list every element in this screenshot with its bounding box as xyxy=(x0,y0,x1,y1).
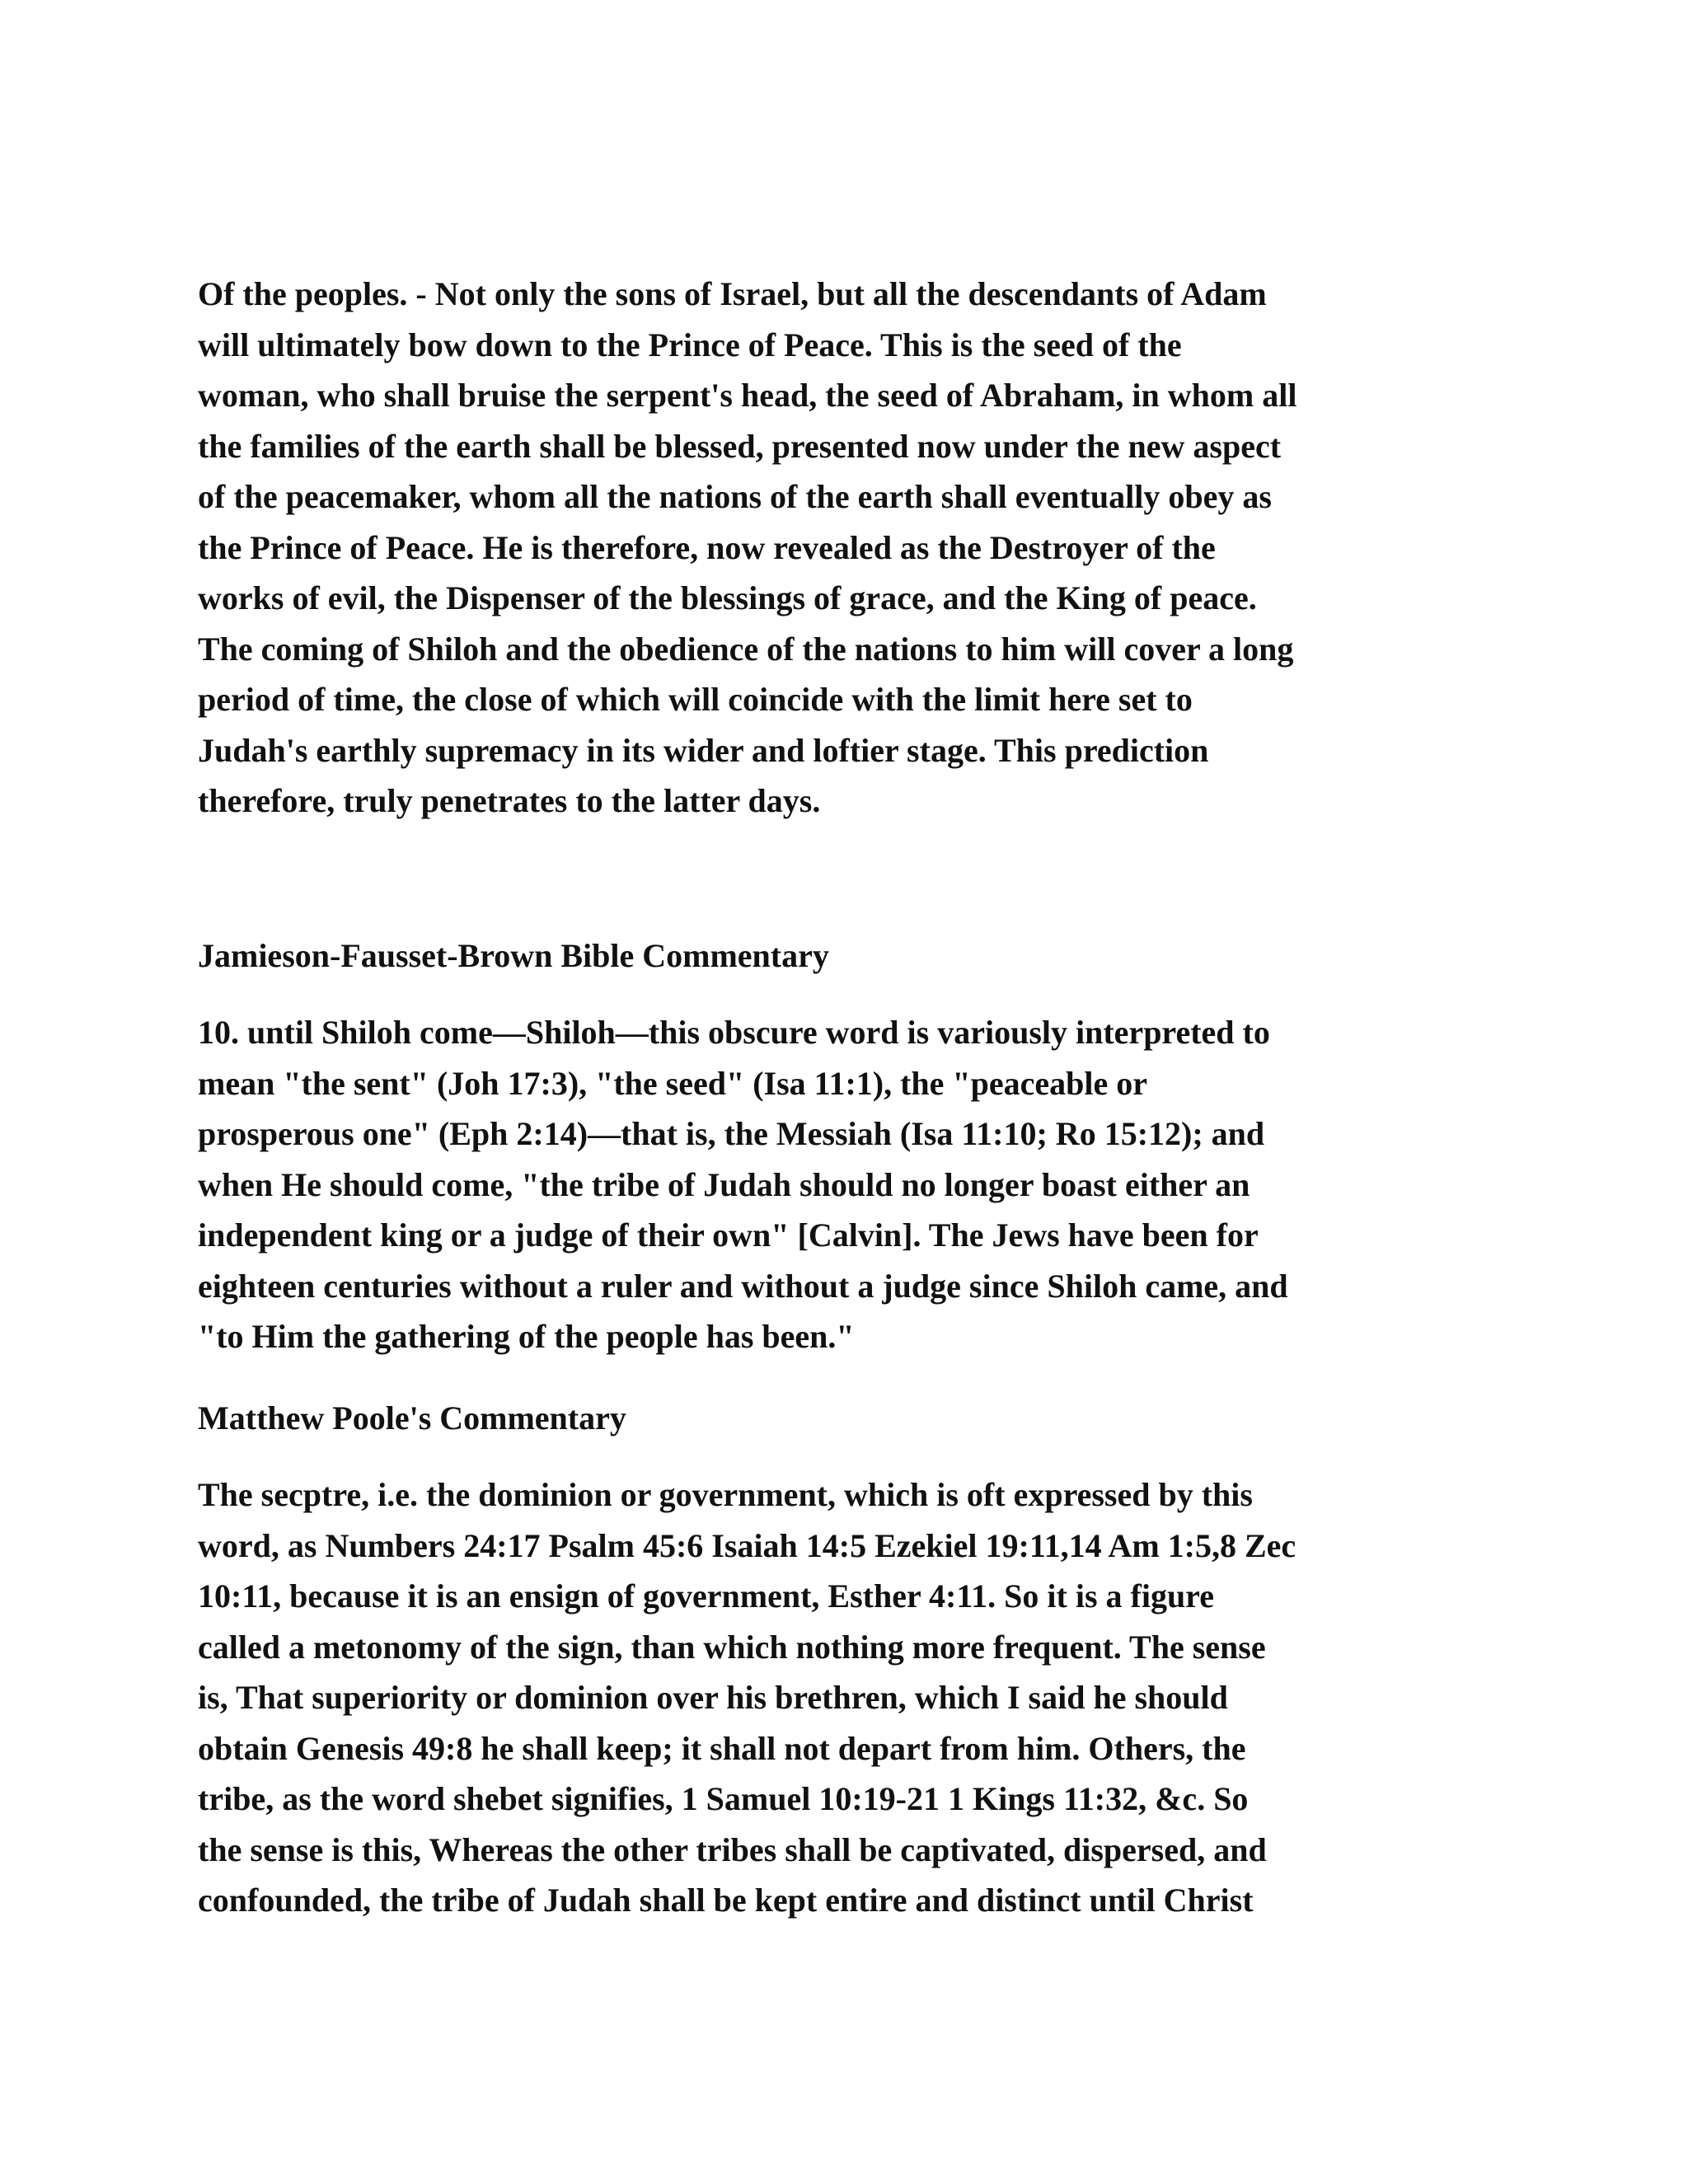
text-line: Of the peoples. - Not only the sons of Israel, but all the descendants of Adam xyxy=(198,275,1267,312)
text-line: 10:11, because it is an ensign of government, Esther 4:11. So it is a figure xyxy=(198,1577,1214,1615)
jfb-commentary-paragraph xyxy=(198,1007,1517,1362)
text-line: the families of the earth shall be blessed, presented now under the new aspect xyxy=(198,427,1282,465)
text-line: 10. until Shiloh come—Shiloh—this obscure word is variously interpreted to xyxy=(198,1014,1270,1051)
text-line: prosperous one" (Eph 2:14)—that is, the Messiah (Isa 11:10; Ro 15:12); and xyxy=(198,1115,1265,1152)
text-line: mean "the sent" (Joh 17:3), "the seed" (Isa 11:1), the "peaceable or xyxy=(198,1064,1147,1102)
text-line: The coming of Shiloh and the obedience of the nations to him will cover a long xyxy=(198,630,1294,668)
text-line: the Prince of Peace. He is therefore, now revealed as the Destroyer of the xyxy=(198,528,1216,566)
text-line: period of time, the close of which will coincide with the limit here set to xyxy=(198,681,1193,718)
text-line: when He should come, "the tribe of Judah should no longer boast either an xyxy=(198,1165,1250,1203)
text-line: "to Him the gathering of the people has been." xyxy=(198,1318,855,1355)
text-line: of the peacemaker, whom all the nations of the earth shall eventually obey as xyxy=(198,478,1272,515)
text-line: therefore, truly penetrates to the latter days. xyxy=(198,782,821,819)
text-line: works of evil, the Dispenser of the blessings of grace, and the King of peace. xyxy=(198,579,1257,616)
jfb-heading: Jamieson-Fausset-Brown Bible Commentary xyxy=(198,937,829,974)
text-line: is, That superiority or dominion over his brethren, which I said he should xyxy=(198,1679,1228,1716)
text-line: woman, who shall bruise the serpent's head, the seed of Abraham, in whom all xyxy=(198,377,1297,414)
poole-commentary-paragraph xyxy=(198,1469,1517,1926)
text-line: will ultimately bow down to the Prince of Peace. This is the seed of the xyxy=(198,326,1182,363)
text-line: The secptre, i.e. the dominion or government, which is oft expressed by this xyxy=(198,1476,1253,1513)
peoples-commentary-paragraph xyxy=(198,269,1517,827)
text-line: confounded, the tribe of Judah shall be kept entire and distinct until Christ xyxy=(198,1882,1254,1919)
text-line: independent king or a judge of their own" [Calvin]. The Jews have been for xyxy=(198,1216,1259,1254)
text-line: tribe, as the word shebet signifies, 1 Samuel 10:19-21 1 Kings 11:32, &c. So xyxy=(198,1780,1249,1817)
text-line: the sense is this, Whereas the other tribes shall be captivated, dispersed, and xyxy=(198,1830,1267,1868)
text-line: eighteen centuries without a ruler and without a judge since Shiloh came, and xyxy=(198,1267,1288,1305)
text-line: obtain Genesis 49:8 he shall keep; it shall not depart from him. Others, the xyxy=(198,1729,1246,1767)
text-line: called a metonomy of the sign, than which nothing more frequent. The sense xyxy=(198,1628,1266,1666)
poole-heading: Matthew Poole's Commentary xyxy=(198,1399,626,1436)
text-line: word, as Numbers 24:17 Psalm 45:6 Isaiah 14:5 Ezekiel 19:11,14 Am 1:5,8 Zec xyxy=(198,1526,1296,1564)
text-line: Judah's earthly supremacy in its wider and loftier stage. This prediction xyxy=(198,731,1209,769)
